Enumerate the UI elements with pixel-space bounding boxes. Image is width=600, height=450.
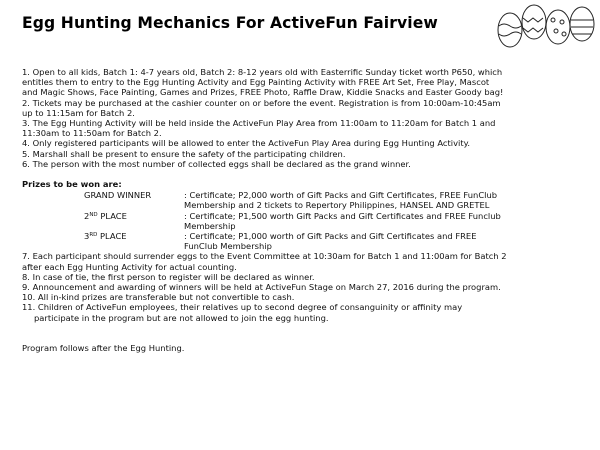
prize-label	[22, 190, 184, 210]
rule-line: entitles them to entry to the Egg Hunting Activity and Egg Painting Activity with FREE Art Set, Free Play, Mascot	[22, 77, 490, 88]
rule-line: up to 11:15am for Batch 2.	[22, 107, 135, 118]
rule-line: 7. Each participant should surrender eggs to the Event Committee at 10:30am for Batch 1 and 11:00am for Batch 2	[22, 251, 507, 262]
rule-line: 5. Marshall shall be present to ensure the safety of the participating children.	[22, 148, 346, 159]
mechanics-document	[22, 67, 588, 353]
prize-label	[22, 231, 184, 251]
rule-line: 11. Children of ActiveFun employees, their relatives up to second degree of consanguinity or affinity may	[22, 302, 463, 313]
rules-list-part-2	[22, 251, 588, 322]
rule-line: 2. Tickets may be purchased at the cashier counter on or before the event. Registration is from 10:00am-10:45am	[22, 97, 501, 108]
easter-eggs-illustration	[490, 0, 598, 50]
rule-line: 9. Announcement and awarding of winners will be held at ActiveFun Stage on March 27, 2016 during the program.	[22, 282, 501, 293]
prize-label-rest: PLACE	[97, 210, 127, 221]
prize-row	[22, 190, 588, 210]
footer-note: Program follows after the Egg Hunting.	[22, 342, 185, 353]
prize-description: : Certificate; P1,000 worth of Gift Packs and Gift Certificates and FREE FunClub Membership	[184, 231, 477, 252]
prize-list	[22, 190, 588, 251]
egg-2	[522, 5, 546, 39]
rule-line: 6. The person with the most number of collected eggs shall be declared as the grand winner.	[22, 158, 411, 169]
rule-line: after each Egg Hunting Activity for actual counting.	[22, 261, 237, 272]
prize-description: : Certificate; P1,500 worth Gift Packs and Gift Certificates and FREE Funclub Membership	[184, 210, 501, 231]
egg-1	[498, 13, 522, 47]
prize-description: : Certificate; P2,000 worth of Gift Packs and Gift Certificates, FREE FunClub Membership and 2 tickets to Repertory Philippines, HANSEL AND GRETEL	[184, 190, 498, 211]
rule-line: 1. Open to all kids, Batch 1: 4-7 years old, Batch 2: 8-12 years old with Easterrific Sunday ticket worth P650, which	[22, 67, 503, 77]
prize-label-text: GRAND WINNER	[84, 190, 152, 201]
prizes-heading: Prizes to be won are:	[22, 179, 122, 190]
prize-label-text: 3	[84, 231, 90, 242]
rule-line: 11:30am to 11:50am for Batch 2.	[22, 128, 162, 139]
page-title: Egg Hunting Mechanics For ActiveFun Fairview	[22, 14, 438, 32]
prize-row	[22, 231, 588, 251]
egg-3	[546, 10, 570, 44]
prize-label-suffix: RD	[89, 232, 98, 239]
rule-line: and Magic Shows, Face Painting, Games and Prizes, FREE Photo, Raffle Draw, Kiddie Snacks and Easter Goody bag!	[22, 87, 504, 98]
prize-label-suffix: ND	[89, 211, 98, 218]
prize-label	[22, 211, 184, 231]
rule-line: 3. The Egg Hunting Activity will be held inside the ActiveFun Play Area from 11:00am to 11:20am for Batch 1 and	[22, 118, 496, 129]
prize-label-rest: PLACE	[97, 231, 127, 242]
prize-row	[22, 211, 588, 231]
rule-line: 10. All in-kind prizes are transferable but not convertible to cash.	[22, 292, 295, 303]
rules-list-part-1	[22, 67, 588, 169]
prize-label-text: 2	[84, 210, 90, 221]
rule-line: 8. In case of tie, the first person to register will be declared as winner.	[22, 271, 315, 282]
rule-line: 4. Only registered participants will be allowed to enter the ActiveFun Play Area during Egg Hunting Activity.	[22, 138, 471, 149]
egg-4	[570, 7, 594, 41]
rule-line: participate in the program but are not allowed to join the egg hunting.	[34, 312, 329, 323]
